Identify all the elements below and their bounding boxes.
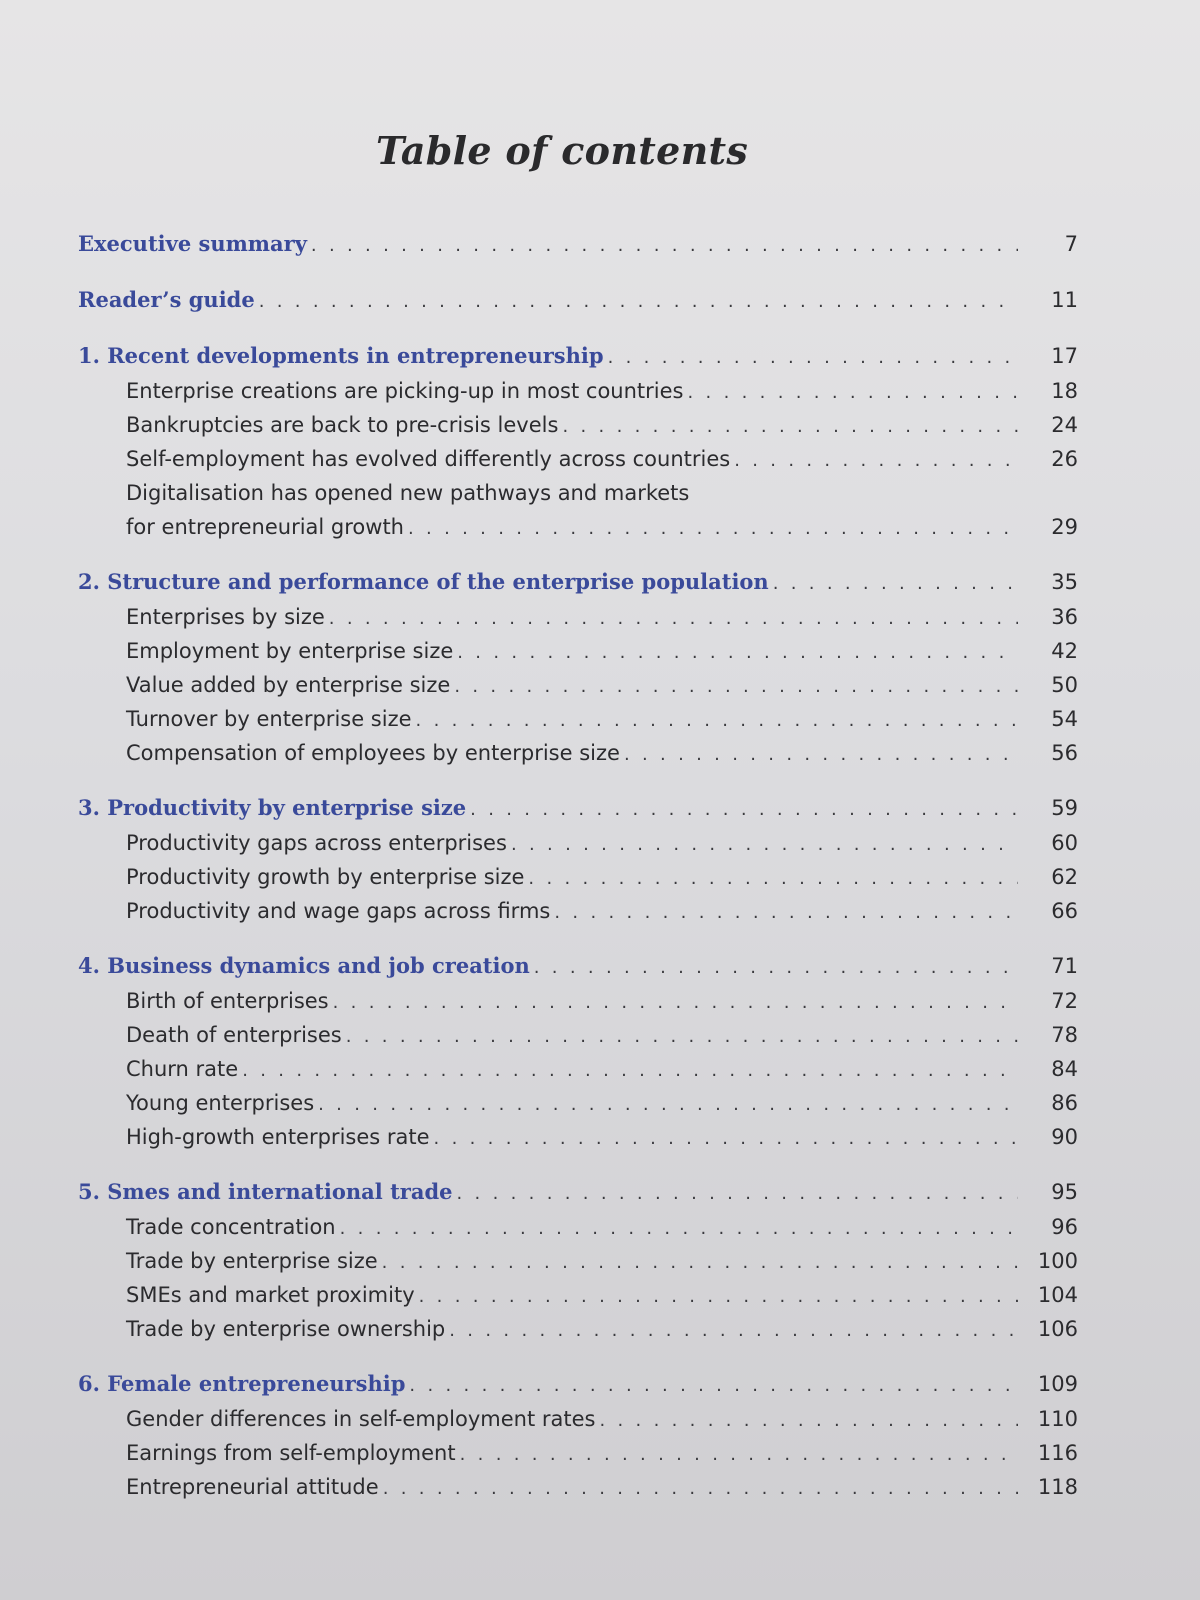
toc-section-label: Digitalisation has opened new pathways and markets [126, 481, 690, 505]
toc-section[interactable] [78, 1436, 1078, 1470]
toc-page-number: 118 [1037, 1475, 1078, 1499]
toc-chapter-3[interactable] [78, 790, 1078, 826]
toc-chapter-label: 6. Female entrepreneurship [78, 1371, 406, 1396]
toc-section[interactable] [78, 600, 1078, 634]
dot-leader [608, 340, 1018, 376]
dot-leader [470, 792, 1018, 828]
toc-section-label: Entrepreneurial attitude [126, 1475, 379, 1499]
dot-leader [773, 566, 1018, 602]
dot-leader [419, 1280, 1018, 1314]
toc-section-label: Enterprises by size [126, 605, 325, 629]
dot-leader [242, 1054, 1018, 1088]
toc-section-label: Bankruptcies are back to pre-crisis levels [126, 413, 559, 437]
toc-section[interactable] [78, 1244, 1078, 1278]
dot-leader [454, 670, 1018, 704]
dot-leader [409, 1368, 1018, 1404]
toc-page-number: 26 [1051, 447, 1078, 471]
toc-section-label: Birth of enterprises [126, 989, 329, 1013]
toc-entry-readers-guide[interactable] [78, 282, 1078, 318]
toc-section-label: Compensation of employees by enterprise size [126, 741, 620, 765]
toc-section[interactable] [78, 894, 1078, 928]
dot-leader [624, 738, 1018, 772]
toc-page-number: 78 [1051, 1023, 1078, 1047]
toc-page-number: 36 [1051, 605, 1078, 629]
toc-section-label: Churn rate [126, 1057, 239, 1081]
toc-page-number: 17 [1051, 344, 1078, 368]
toc-page-number: 86 [1051, 1091, 1078, 1115]
toc-page-number: 59 [1051, 796, 1078, 820]
toc-section[interactable] [78, 634, 1078, 668]
toc-section[interactable] [78, 1086, 1078, 1120]
toc-section[interactable] [78, 702, 1078, 736]
toc-page-number: 35 [1051, 570, 1078, 594]
toc-page-number: 109 [1037, 1372, 1078, 1396]
toc-section[interactable] [78, 736, 1078, 770]
toc-page-number: 7 [1064, 232, 1078, 256]
dot-leader [460, 1438, 1018, 1472]
page-title: Table of contents [375, 128, 749, 173]
toc-chapter-4[interactable] [78, 948, 1078, 984]
dot-leader [434, 1122, 1018, 1156]
toc-page-number: 11 [1051, 288, 1078, 312]
toc-chapter-6[interactable] [78, 1366, 1078, 1402]
dot-leader [687, 376, 1018, 410]
toc-section[interactable] [78, 1052, 1078, 1086]
toc-page-number: 54 [1051, 707, 1078, 731]
dot-leader [259, 284, 1018, 320]
toc-section[interactable] [78, 1312, 1078, 1346]
toc-section[interactable] [78, 374, 1078, 408]
dot-leader [408, 512, 1018, 546]
toc-section-label: Productivity gaps across enterprises [126, 831, 507, 855]
toc-page-number: 110 [1037, 1407, 1078, 1431]
toc-section[interactable] [78, 860, 1078, 894]
toc-page-number: 95 [1051, 1180, 1078, 1204]
toc-section-label: Trade by enterprise ownership [126, 1317, 446, 1341]
toc-page-number: 104 [1037, 1283, 1078, 1307]
toc-section-label: Trade concentration [126, 1215, 336, 1239]
toc-page-number: 96 [1051, 1215, 1078, 1239]
dot-leader [599, 1404, 1018, 1438]
toc-page-number: 24 [1051, 413, 1078, 437]
toc-section-label: Employment by enterprise size [126, 639, 454, 663]
toc-section[interactable] [78, 408, 1078, 442]
toc-chapter-label: 1. Recent developments in entrepreneurship [78, 343, 604, 368]
toc-section-label: Productivity and wage gaps across firms [126, 899, 551, 923]
toc-page-number: 62 [1051, 865, 1078, 889]
toc-page-number: 71 [1051, 954, 1078, 978]
toc-section[interactable] [78, 1018, 1078, 1052]
toc-page-number: 66 [1051, 899, 1078, 923]
toc-page-number: 116 [1037, 1441, 1078, 1465]
toc-entry-label: Executive summary [78, 231, 307, 256]
dot-leader [416, 704, 1018, 738]
toc-section-label: Enterprise creations are picking-up in most countries [126, 379, 684, 403]
toc-chapter-label: 3. Productivity by enterprise size [78, 795, 467, 820]
toc-page-number: 84 [1051, 1057, 1078, 1081]
toc-chapter-2[interactable] [78, 564, 1078, 600]
toc-section[interactable] [78, 1210, 1078, 1244]
toc-section-label: Trade by enterprise size [126, 1249, 378, 1273]
toc-section[interactable] [78, 442, 1078, 476]
toc-section[interactable] [78, 826, 1078, 860]
dot-leader [457, 636, 1018, 670]
toc-page-number: 29 [1051, 515, 1078, 539]
dot-leader [333, 986, 1018, 1020]
toc-section[interactable] [78, 668, 1078, 702]
toc-section[interactable] [78, 984, 1078, 1018]
dot-leader [562, 410, 1018, 444]
dot-leader [311, 228, 1018, 264]
dot-leader [734, 444, 1018, 478]
toc-page-number: 72 [1051, 989, 1078, 1013]
dot-leader [383, 1472, 1018, 1506]
toc-section[interactable] [78, 1120, 1078, 1154]
toc-section-label: Value added by enterprise size [126, 673, 451, 697]
dot-leader [554, 896, 1018, 930]
toc-page-number: 106 [1037, 1317, 1078, 1341]
dot-leader [534, 950, 1018, 986]
dot-leader [346, 1020, 1018, 1054]
toc-section-label: Productivity growth by enterprise size [126, 865, 525, 889]
dot-leader [340, 1212, 1018, 1246]
toc-section-label: for entrepreneurial growth [126, 515, 404, 539]
toc-section-label: Young enterprises [126, 1091, 315, 1115]
toc-section[interactable] [78, 1402, 1078, 1436]
toc-chapter-label: 4. Business dynamics and job creation [78, 953, 530, 978]
toc-section-label: SMEs and market proximity [126, 1283, 415, 1307]
toc-page-number: 56 [1051, 741, 1078, 765]
toc-page-number: 42 [1051, 639, 1078, 663]
toc-section-label: Self-employment has evolved differently across countries [126, 447, 731, 471]
dot-leader [382, 1246, 1018, 1280]
toc-entry-executive-summary[interactable] [78, 226, 1078, 262]
toc-section[interactable] [78, 1278, 1078, 1312]
table-of-contents [78, 226, 1078, 1504]
toc-section-label: Turnover by enterprise size [126, 707, 412, 731]
toc-section-label: Death of enterprises [126, 1023, 342, 1047]
toc-chapter-5[interactable] [78, 1174, 1078, 1210]
toc-section-label: Gender differences in self-employment rates [126, 1407, 596, 1431]
toc-section-label: Earnings from self-employment [126, 1441, 456, 1465]
toc-chapter-1[interactable] [78, 338, 1078, 374]
toc-entry-label: Reader’s guide [78, 287, 255, 312]
toc-page-number: 60 [1051, 831, 1078, 855]
toc-page-number: 18 [1051, 379, 1078, 403]
toc-page-number: 90 [1051, 1125, 1078, 1149]
toc-section[interactable] [78, 1470, 1078, 1504]
dot-leader [511, 828, 1018, 862]
dot-leader [318, 1088, 1018, 1122]
toc-chapter-label: 2. Structure and performance of the enterprise population [78, 569, 769, 594]
toc-section-first-line[interactable] [78, 476, 1078, 510]
dot-leader [457, 1176, 1019, 1212]
toc-page-number: 50 [1051, 673, 1078, 697]
dot-leader [528, 862, 1018, 896]
toc-section-label: High-growth enterprises rate [126, 1125, 430, 1149]
dot-leader [329, 602, 1018, 636]
dot-leader [449, 1314, 1018, 1348]
toc-page-number: 100 [1037, 1249, 1078, 1273]
toc-chapter-label: 5. Smes and international trade [78, 1179, 453, 1204]
toc-section[interactable] [78, 510, 1078, 544]
